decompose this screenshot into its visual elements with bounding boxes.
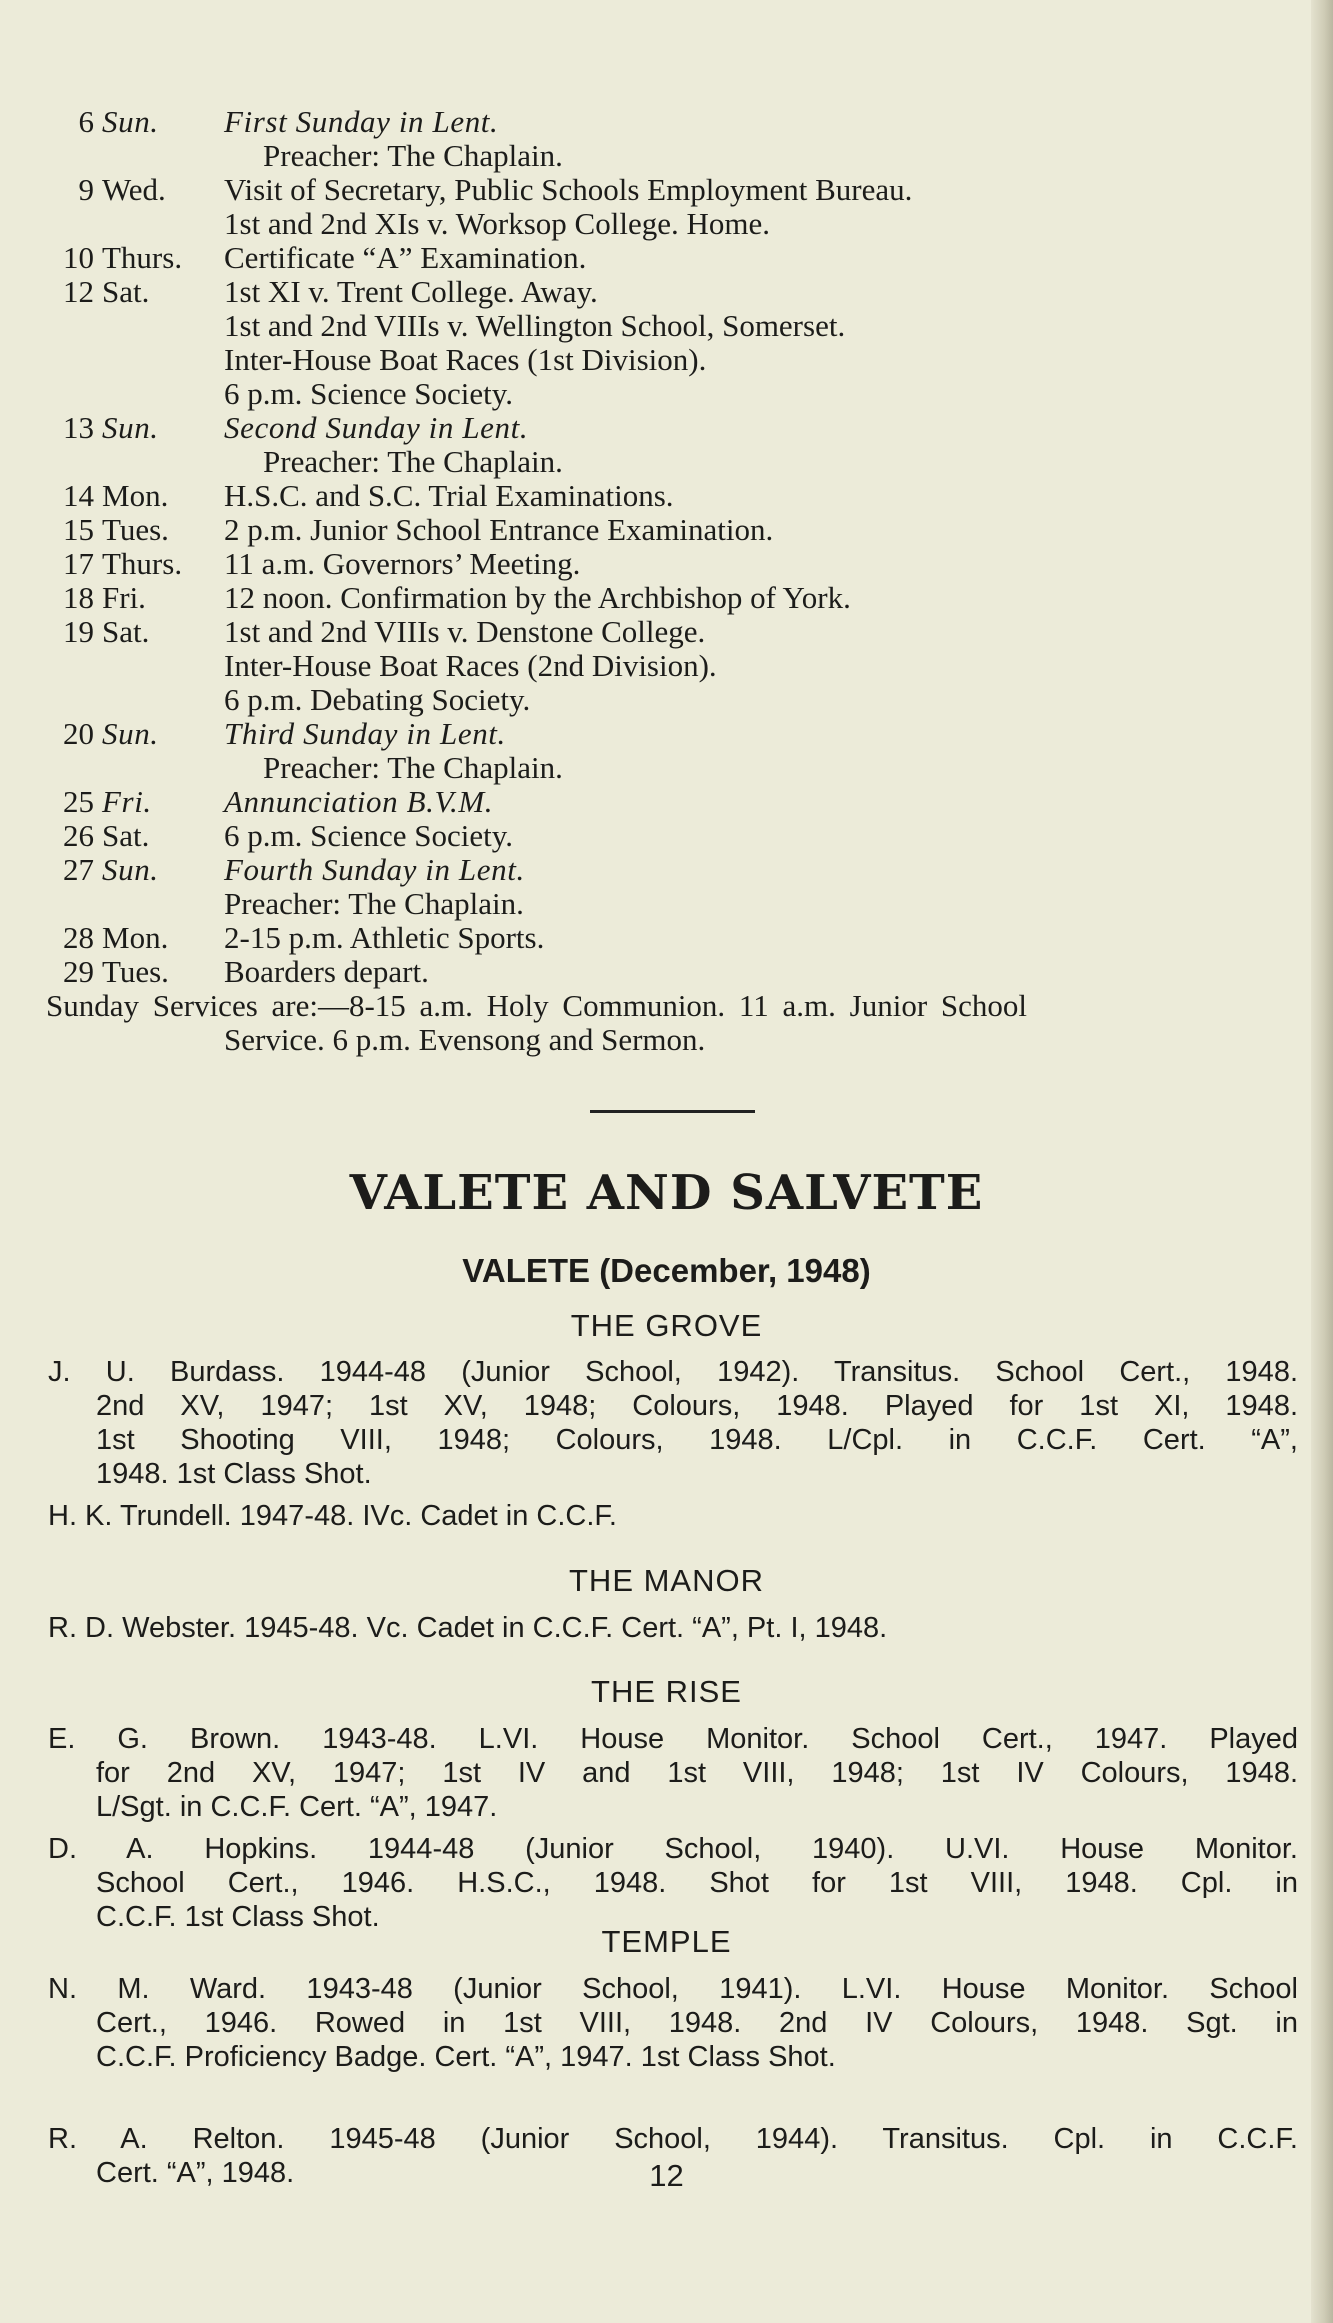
calendar-day: 14 [63,478,94,513]
calendar-event: Inter-House Boat Races (2nd Division). [224,648,717,683]
calendar-event: Boarders depart. [224,954,429,989]
page-spine-shadow [1311,0,1333,2323]
entry-line: C.C.F. 1st Class Shot. [96,1901,380,1933]
calendar-day: 26 [63,818,94,853]
valete-entry [48,1611,1298,1645]
calendar-day: 20 [63,716,94,751]
calendar-weekday: Sun. [102,410,159,445]
calendar-event: H.S.C. and S.C. Trial Examinations. [224,478,674,513]
calendar-weekday: Tues. [102,954,169,989]
calendar-weekday: Mon. [102,920,169,955]
sunday-services-note-cont [38,1023,1308,1057]
calendar-weekday: Sun. [102,104,159,139]
calendar-event: Certificate “A” Examination. [224,240,587,275]
calendar-day: 27 [63,852,94,887]
calendar-day: 13 [63,410,94,445]
calendar-entry [38,819,1308,853]
house-title: THE GROVE [570,1308,763,1343]
entry-line: Cert., 1946. Rowed in 1st VIII, 1948. 2nd IV Colours, 1948. Sgt. in [96,2007,1298,2039]
entry-line: N. M. Ward. 1943-48 (Junior School, 1941). L.VI. House Monitor. School [48,1973,1298,2005]
entry-line: 1948. 1st Class Shot. [96,1458,372,1490]
calendar-weekday: Fri. [102,580,146,615]
calendar-entry [38,479,1308,513]
calendar-weekday: Sat. [102,614,150,649]
calendar-weekday: Sat. [102,274,150,309]
calendar-weekday: Sat. [102,818,150,853]
sunday-services-note [38,989,1308,1023]
calendar-weekday: Wed. [102,172,166,207]
calendar-day: 18 [63,580,94,615]
calendar-event: 1st and 2nd VIIIs v. Denstone College. [224,614,706,649]
calendar-event: Preacher: The Chaplain. [263,750,563,785]
calendar-event: Annunciation B.V.M. [224,784,494,819]
calendar-day: 9 [78,172,94,207]
calendar-entry [38,649,1308,683]
entry-line: H. K. Trundell. 1947-48. IVc. Cadet in C.C.F. [48,1500,617,1532]
section-divider [590,1110,755,1113]
entry-line: R. A. Relton. 1945-48 (Junior School, 1944). Transitus. Cpl. in C.C.F. [48,2123,1298,2155]
valete-entry [48,1355,1298,1491]
calendar-event: Second Sunday in Lent. [224,410,529,445]
valete-entry [48,1832,1298,1934]
calendar-entry [38,581,1308,615]
entry-line: 1st Shooting VIII, 1948; Colours, 1948. L/Cpl. in C.C.F. Cert. “A”, [96,1424,1298,1456]
calendar-entry [38,173,1308,207]
calendar-entry [38,921,1308,955]
entry-line: C.C.F. Proficiency Badge. Cert. “A”, 1947. 1st Class Shot. [96,2041,836,2073]
calendar-entry [38,445,1308,479]
calendar-event: Preacher: The Chaplain. [224,886,524,921]
calendar-day: 25 [63,784,94,819]
calendar-event: Inter-House Boat Races (1st Division). [224,342,707,377]
sunday-services-line2: Service. 6 p.m. Evensong and Sermon. [224,1022,706,1057]
calendar-day: 29 [63,954,94,989]
calendar-weekday: Thurs. [102,546,183,581]
entry-line: J. U. Burdass. 1944-48 (Junior School, 1942). Transitus. School Cert., 1948. [48,1356,1298,1388]
calendar-event: Visit of Secretary, Public Schools Employment Bureau. [224,172,913,207]
valete-entry [48,1722,1298,1824]
calendar-event: Fourth Sunday in Lent. [224,852,525,887]
calendar-weekday: Mon. [102,478,169,513]
calendar-entry [38,887,1308,921]
calendar-entry [38,785,1308,819]
calendar-list [38,105,1308,1057]
calendar-entry [38,513,1308,547]
calendar-entry [38,207,1308,241]
calendar-weekday: Sun. [102,716,159,751]
calendar-event: 6 p.m. Debating Society. [224,682,531,717]
entry-line: School Cert., 1946. H.S.C., 1948. Shot for 1st VIII, 1948. Cpl. in [96,1867,1298,1899]
calendar-weekday: Sun. [102,852,159,887]
calendar-day: 10 [63,240,94,275]
calendar-day: 17 [63,546,94,581]
entry-line: R. D. Webster. 1945-48. Vc. Cadet in C.C.F. Cert. “A”, Pt. I, 1948. [48,1612,888,1644]
calendar-event: 6 p.m. Science Society. [224,376,513,411]
entry-line: for 2nd XV, 1947; 1st IV and 1st VIII, 1948; 1st IV Colours, 1948. [96,1757,1298,1789]
calendar-entry [38,411,1308,445]
calendar-event: 12 noon. Confirmation by the Archbishop of York. [224,580,851,615]
entry-line: Cert. “A”, 1948. [96,2157,295,2189]
calendar-event: Preacher: The Chaplain. [263,444,563,479]
calendar-entry [38,275,1308,309]
calendar-event: Third Sunday in Lent. [224,716,506,751]
calendar-event: Preacher: The Chaplain. [263,138,563,173]
calendar-day: 12 [63,274,94,309]
section-subheading: VALETE (December, 1948) [462,1252,871,1289]
calendar-entry [38,105,1308,139]
calendar-event: 1st and 2nd XIs v. Worksop College. Home. [224,206,770,241]
calendar-day: 19 [63,614,94,649]
entry-line: D. A. Hopkins. 1944-48 (Junior School, 1940). U.VI. House Monitor. [48,1833,1298,1865]
calendar-event: First Sunday in Lent. [224,104,499,139]
calendar-day: 15 [63,512,94,547]
calendar-entry [38,139,1308,173]
house-title: THE MANOR [569,1563,764,1598]
calendar-entry [38,343,1308,377]
calendar-entry [38,955,1308,989]
page-number: 12 [649,2158,684,2193]
section-heading: VALETE AND SALVETE [349,1165,984,1221]
calendar-entry [38,241,1308,275]
calendar-event: 1st XI v. Trent College. Away. [224,274,598,309]
calendar-weekday: Tues. [102,512,169,547]
calendar-entry [38,751,1308,785]
calendar-entry [38,683,1308,717]
calendar-weekday: Thurs. [102,240,183,275]
calendar-day: 28 [63,920,94,955]
house-title: THE RISE [591,1674,742,1709]
calendar-event: 11 a.m. Governors’ Meeting. [224,546,581,581]
calendar-event: 6 p.m. Science Society. [224,818,513,853]
calendar-entry [38,377,1308,411]
house-title: TEMPLE [601,1924,732,1959]
calendar-entry [38,547,1308,581]
entry-line: L/Sgt. in C.C.F. Cert. “A”, 1947. [96,1791,498,1823]
calendar-entry [38,853,1308,887]
entry-line: E. G. Brown. 1943-48. L.VI. House Monitor. School Cert., 1947. Played [48,1723,1298,1755]
calendar-day: 6 [78,104,94,139]
calendar-entry [38,717,1308,751]
calendar-entry [38,615,1308,649]
calendar-event: 1st and 2nd VIIIs v. Wellington School, Somerset. [224,308,846,343]
calendar-entry [38,309,1308,343]
entry-line: 2nd XV, 1947; 1st XV, 1948; Colours, 1948. Played for 1st XI, 1948. [96,1390,1298,1422]
calendar-event: 2-15 p.m. Athletic Sports. [224,920,545,955]
valete-entry [48,1972,1298,2074]
calendar-weekday: Fri. [102,784,152,819]
calendar-event: 2 p.m. Junior School Entrance Examination. [224,512,774,547]
valete-entry [48,1499,1298,1533]
sunday-services-line1: Sunday Services are:—8-15 a.m. Holy Communion. 11 a.m. Junior School [46,988,1028,1023]
